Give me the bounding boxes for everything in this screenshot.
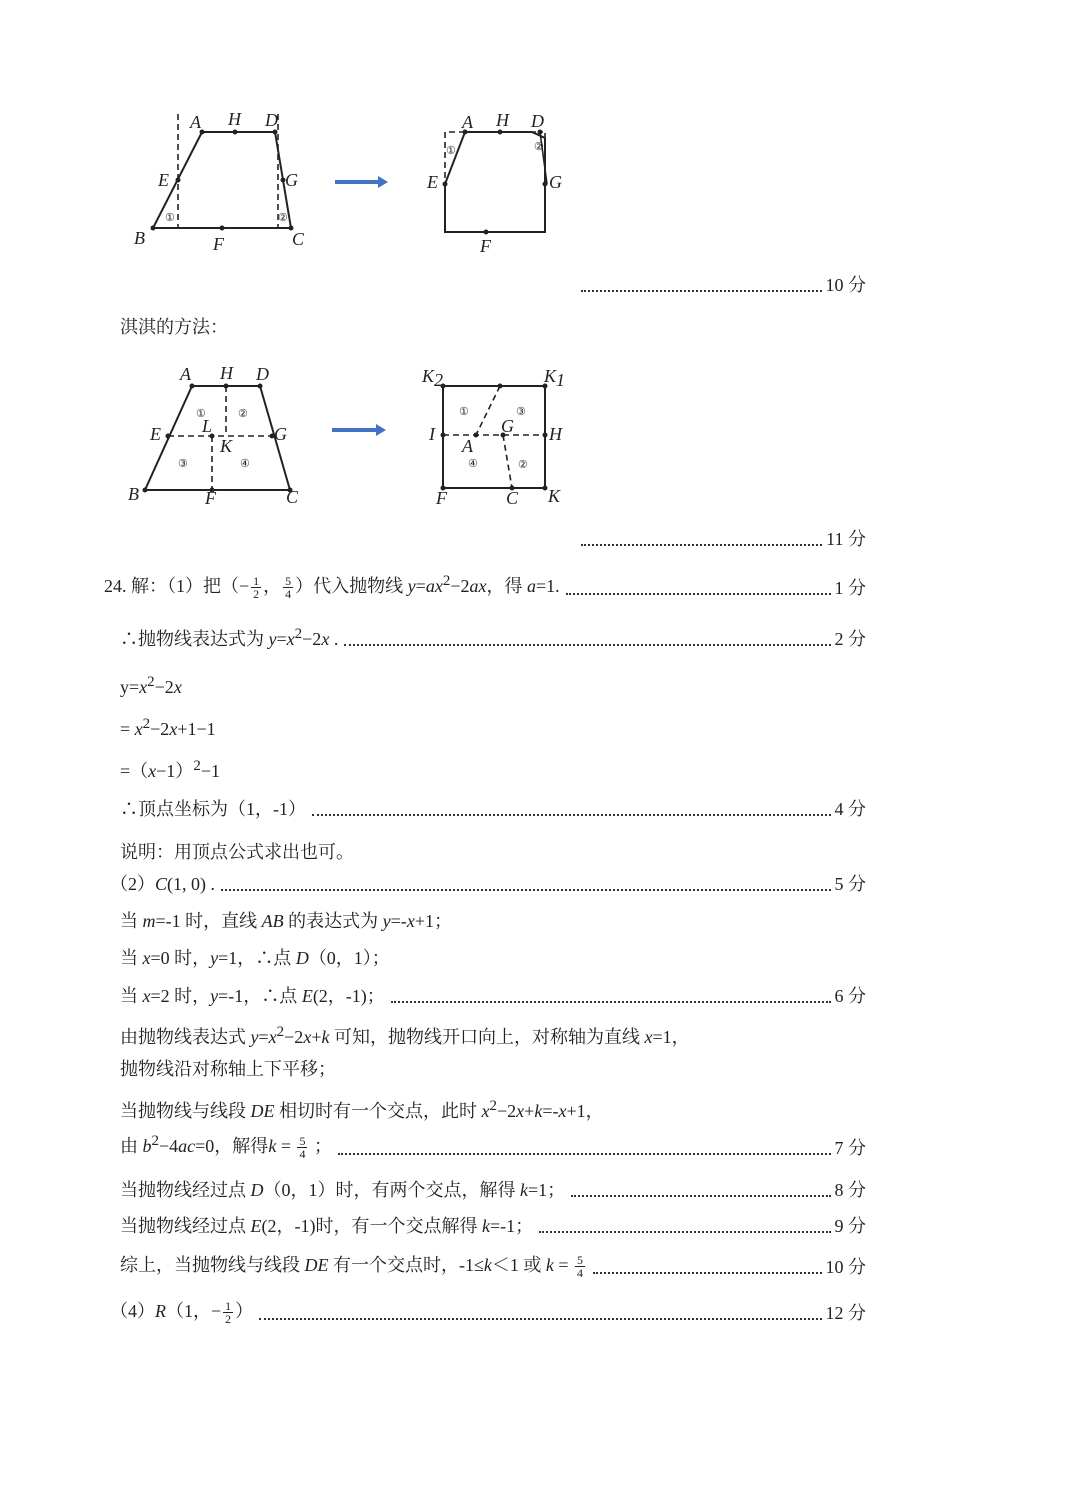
fraction-5-4: $\frac{5}{4}$ (299, 1134, 306, 1161)
fig1-right-square (426, 110, 562, 256)
label-G: G (285, 170, 298, 190)
region-2: ② (518, 459, 528, 471)
label-H: H (496, 110, 509, 130)
q24-note: 说明：用顶点公式求出也可。 (120, 842, 354, 862)
label-A: A (462, 436, 473, 456)
label-L: L (202, 416, 213, 436)
arrow-right-icon (332, 424, 386, 436)
label-B: B (128, 484, 139, 504)
q24-line-k6: 当抛物线经过点 E(2，-1)时，有一个交点解得 k=-1； 9 分 (120, 1214, 866, 1238)
q24-line-3: $y=x^2-2x$ (120, 674, 182, 697)
score-12: 12 分 (825, 1303, 866, 1323)
arrow-right-icon (335, 176, 388, 188)
label-H: H (220, 363, 233, 383)
label-D: D (256, 364, 269, 384)
region-1: ① (165, 212, 175, 224)
q24-line-x2: 当 x=2 时，y=-1，∴点 E(2，-1)； 6 分 (120, 984, 866, 1008)
fraction-5-4: $\frac{5}{4}$ (577, 1253, 584, 1280)
label-A: A (190, 112, 201, 132)
region-3: ③ (516, 406, 526, 418)
q24-line-k5: 当抛物线经过点 D（0，1）时，有两个交点，解得 k=1； 8 分 (120, 1178, 866, 1202)
label-G: G (549, 172, 562, 192)
score-1: 1 分 (834, 578, 866, 598)
fig2-right-square (421, 366, 565, 508)
q24-part4-line: （4）R（1，− $\frac{1}{2}$ ） 12 分 (110, 1299, 866, 1326)
region-2: ② (278, 212, 288, 224)
q24-line-m: 当 m=-1 时，直线 AB 的表达式为 y=-x+1； (120, 911, 452, 931)
q24-part2-line: （2）C(1, 0) . 5 分 (110, 872, 866, 896)
figure-2-qiqi-method (120, 360, 590, 520)
region-4: ④ (240, 458, 250, 470)
q24-line-x0: 当 x=0 时，y=1，∴点 D（0，1）； (120, 948, 390, 968)
q24-line-5: $=(x-1)^2-1$ (120, 758, 220, 781)
q24-line-2: ∴抛物线表达式为 $y=x^2-2x$ . 2 分 (120, 626, 866, 649)
label-H: H (549, 424, 562, 444)
score-4: 4 分 (834, 799, 866, 819)
label-F: F (213, 234, 224, 254)
q24-line-4: = $x^2-2x+1-1$ (120, 716, 216, 739)
label-C: C (286, 487, 299, 507)
label-C: C (292, 229, 305, 249)
label-C: C (506, 488, 519, 508)
score-8: 8 分 (834, 1180, 866, 1200)
figure-1-method (120, 100, 590, 270)
region-3: ③ (178, 458, 188, 470)
label-E: E (158, 170, 169, 190)
label-K1: K1 (544, 366, 566, 390)
region-2: ② (238, 408, 248, 420)
region-1: ① (196, 408, 206, 420)
score-11: 11 分 (826, 529, 866, 549)
qiqi-method-label: 淇淇的方法： (120, 317, 228, 337)
q24-line-k7: 综上，当抛物线与线段 DE 有一个交点时，-1≤k＜1 或 k = $\frac{5}{4}$ 10 分 (120, 1253, 866, 1280)
label-A: A (462, 112, 473, 132)
score-10: 10 分 (825, 1257, 866, 1277)
label-F: F (205, 488, 216, 508)
label-B: B (134, 228, 145, 248)
label-F: F (480, 236, 491, 256)
fraction-1-2: $\frac{1}{2}$ (225, 1299, 232, 1326)
region-4: ④ (468, 458, 478, 470)
label-D: D (531, 111, 544, 131)
label-I: I (429, 424, 435, 444)
label-K: K (548, 486, 561, 506)
fraction-5-4: $\frac{5}{4}$ (285, 574, 292, 601)
score-10a: 10 分 (825, 275, 866, 295)
fig1-left-trapezoid (134, 109, 305, 254)
label-E: E (150, 424, 161, 444)
label-E: E (427, 172, 438, 192)
score-row-11 (120, 527, 866, 551)
label-F: F (436, 488, 447, 508)
region-1: ① (459, 406, 469, 418)
label-G: G (501, 416, 514, 436)
score-5: 5 分 (834, 874, 866, 894)
score-6: 6 分 (834, 986, 866, 1006)
label-H: H (228, 109, 241, 129)
label-K2: K2 (422, 366, 444, 390)
fraction-1-2: $\frac{1}{2}$ (253, 574, 260, 601)
score-7: 7 分 (834, 1138, 866, 1158)
label-A: A (180, 364, 191, 384)
q24-line-6: ∴顶点坐标为（1，-1） 4 分 (120, 797, 866, 821)
label-G: G (274, 424, 287, 444)
score-2: 2 分 (834, 629, 866, 649)
score-row-10a (120, 273, 866, 297)
q24-line-k1: 由抛物线表达式 $y=x^2-2x+k$ 可知，抛物线开口向上，对称轴为直线 x=1， (120, 1024, 690, 1047)
score-9: 9 分 (834, 1216, 866, 1236)
q24-line-k3: 当抛物线与线段 DE 相切时有一个交点，此时 $x^2-2x+k=-x+1$， (120, 1098, 604, 1121)
fig2-left-trapezoid (128, 363, 299, 508)
region-2: ② (534, 141, 544, 153)
label-D: D (265, 110, 278, 130)
q24-line-k4: 由 $b^2-4ac=0$，解得k = $\frac{5}{4}$ ； 7 分 (120, 1132, 866, 1161)
region-1: ① (446, 145, 456, 157)
label-K: K (220, 436, 233, 456)
q24-line-1: 24. 解：（1）把（− $\frac{1}{2}$ ， $\frac{5}{4}$ ）代入抛物线 $y=ax^2-2ax$，得 a=1. 1 分 (104, 572, 866, 601)
q24-line-k2: 抛物线沿对称轴上下平移； (120, 1059, 336, 1079)
